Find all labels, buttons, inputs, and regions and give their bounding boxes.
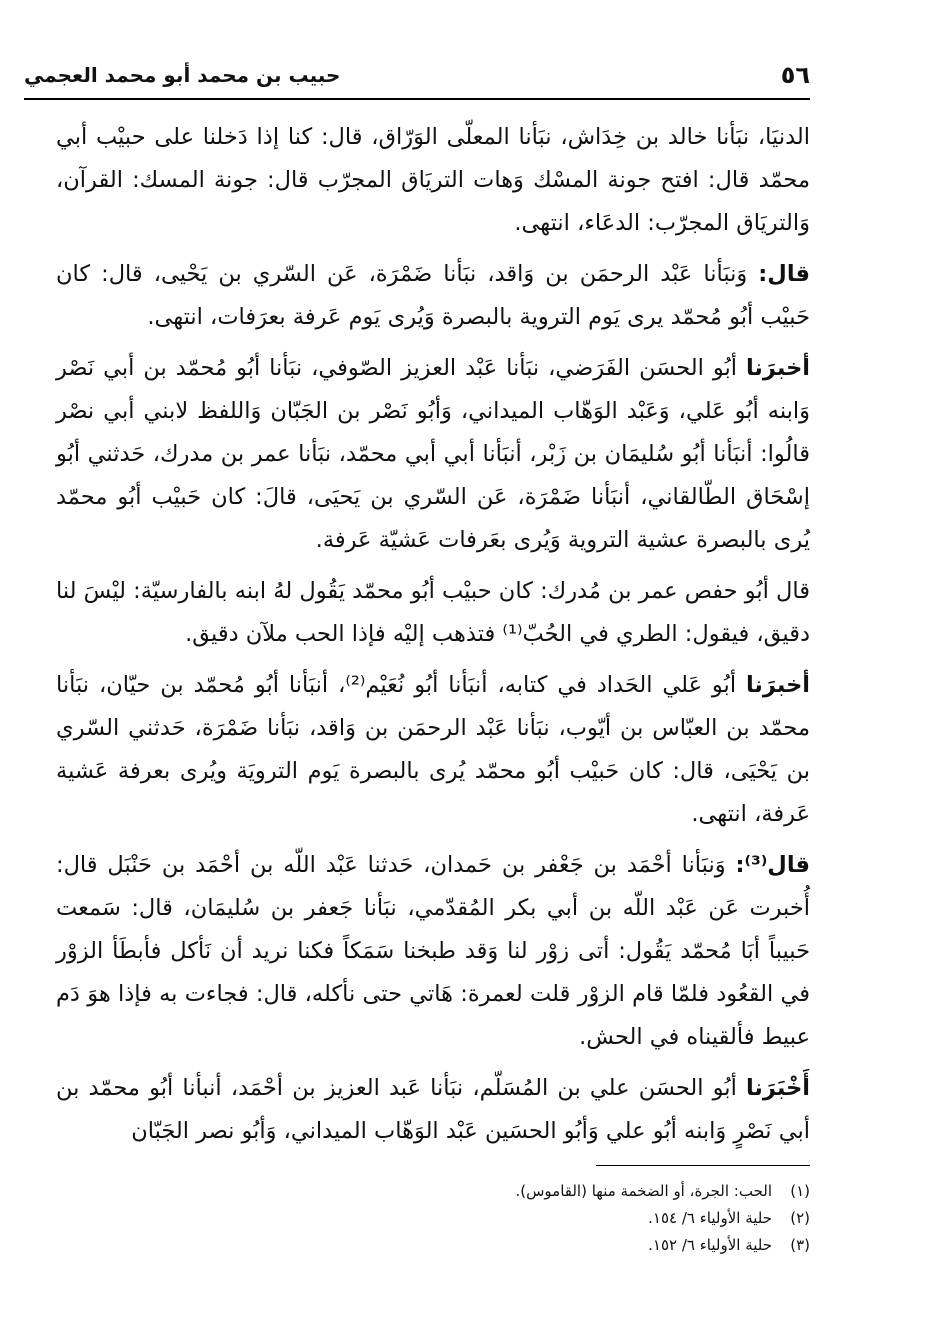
paragraph-text: وَنبَأنا عَبْد الرحمَن بن وَاقد، نبَأنا ضَمْرَة، عَن السّري بن يَحْيى، قال: كان حَبيْب أبُو مُحمّد يرى يَوم التروية بالبصرة وَيُرى يَوم عَرفة بعرَفات، انتهى.	[56, 261, 810, 330]
paragraph	[56, 253, 810, 339]
paragraph	[56, 664, 810, 836]
paragraph-text: الدنيَا، نبَأنا خالد بن خِدَاش، نبَأنا المعلّى الوَرّاق، قال: كنا إذا دَخلنا على حبيْب أبي محمّد قال: افتح جونة المسْك وَهات التريَاق المجرّب قال: جونة المسك: القرآن، وَالتريَاق المجرّب: الدعَاء، انتهى.	[56, 124, 810, 236]
paragraph-text: أبُو الحسَن علي بن المُسَلّم، نبَأنا عَبد العزيز بن أحْمَد، أنبأنا أبُو محمّد بن أبي نَصْرٍ وَابنه أبُو علي وَأبُو الحسَين عَبْد الوَهّاب الميداني، وَأبُو نصر الجَبّان	[56, 1075, 810, 1144]
paragraph-lead: أَخْبَرَنا	[745, 1075, 810, 1101]
page-number: ٥٦	[780, 61, 810, 89]
paragraph-lead: أخبرَنا	[745, 355, 810, 381]
paragraph-lead: قال⁽³⁾:	[735, 852, 810, 878]
paragraph-text: وَنبَأنا أحْمَد بن جَعْفر بن حَمدان، حَدثنا عَبْد اللّه بن أحْمَد بن حَنْبَل قال: أُخبرت عَن عَبْد اللّه بن أبي بكر المُقدّمي، نبَأنا جَعفر بن سُليمَان، قال: سَمعت حَبيباً أبَا مُحمّد يَقُول: أتى زوْر لنا وَقد طبخنا سَمَكاً فكنا نريد أن نَأكل فأبطَأ الزوْر في القعُود فلمّا قام الزوْر قلت لعمرة: هَاتي حتى نأكله، قال: فجاءت به فإذا هوَ دَم عبيط فألقيناه في الحش.	[56, 852, 810, 1050]
footnote-text: الحب: الجرة، أو الضخمة منها (القاموس).	[515, 1182, 772, 1200]
paragraph-text: أبُو عَلي الحَداد في كتابه، أنبَأنا أبُو نُعَيْم⁽²⁾، أنبَأنا أبُو مُحمّد بن حيّان، نبَأنا محمّد بن العبّاس بن أيّوب، نبَأنا عَبْد الرحمَن بن وَاقد، نبَأنا ضَمْرَة، حَدثني السّري بن يَحْيَى، قال: كان حَبيْب أبُو محمّد يُرى بالبصرة يَوم الترويَة ويُرى بعرفة عَشية عَرفة، انتهى.	[56, 672, 810, 827]
paragraph-lead: قال:	[758, 261, 810, 287]
footnote-text: حلية الأولياء ٦/ ١٥٢.	[648, 1236, 772, 1254]
paragraph	[56, 1067, 810, 1153]
page-header	[24, 58, 810, 100]
paragraph	[56, 844, 810, 1059]
footnote-number: (٢)	[790, 1209, 810, 1227]
paragraph	[56, 570, 810, 656]
footnote-divider	[596, 1165, 810, 1166]
footnotes	[56, 1178, 810, 1259]
paragraph	[56, 347, 810, 562]
paragraph-text: أبُو الحسَن الفَرَضي، نبَأنا عَبْد العزيز الصّوفي، نبَأنا أبُو مُحمّد بن أبي نَصْر وَابنه أبُو عَلي، وَعَبْد الوَهّاب الميداني، وَأبُو نَصْر بن الجَبّان وَاللفظ لابني أبي نصْر قالُوا: أنبَأنا أبُو سُليمَان بن زَبْر، أنبَأنا أبي أبي محمّد، نبَأنا عمر بن مدرك، حَدثني أبُو إسْحَاق الطّالقاني، أنبَأنا ضَمْرَة، عَن السّري بن يَحيَى، قالَ: كان حَبيْب أبُو محمّد يُرى بالبصرة عشية التروية وَيُرى بعَرفات عَشيّة عَرفة.	[56, 355, 810, 553]
footnote-text: حلية الأولياء ٦/ ١٥٤.	[648, 1209, 772, 1227]
main-text	[56, 116, 810, 1161]
footnote	[56, 1205, 810, 1232]
running-title: حبيب بن محمد أبو محمد العجمي	[24, 63, 341, 87]
paragraph-text: قال أبُو حفص عمر بن مُدرك: كان حبيْب أبُو محمّد يَقُول لهُ ابنه بالفارسيّة: ليْسَ لنا دقيق، فيقول: الطري في الحُبّ⁽¹⁾ فتذهب إليْه فإذا الحب ملآن دقيق.	[56, 578, 810, 647]
paragraph-lead: أخبرَنا	[745, 672, 810, 698]
footnote	[56, 1232, 810, 1259]
footnote-number: (١)	[790, 1182, 810, 1200]
footnote-number: (٣)	[790, 1236, 810, 1254]
paragraph	[56, 116, 810, 245]
footnote	[56, 1178, 810, 1205]
